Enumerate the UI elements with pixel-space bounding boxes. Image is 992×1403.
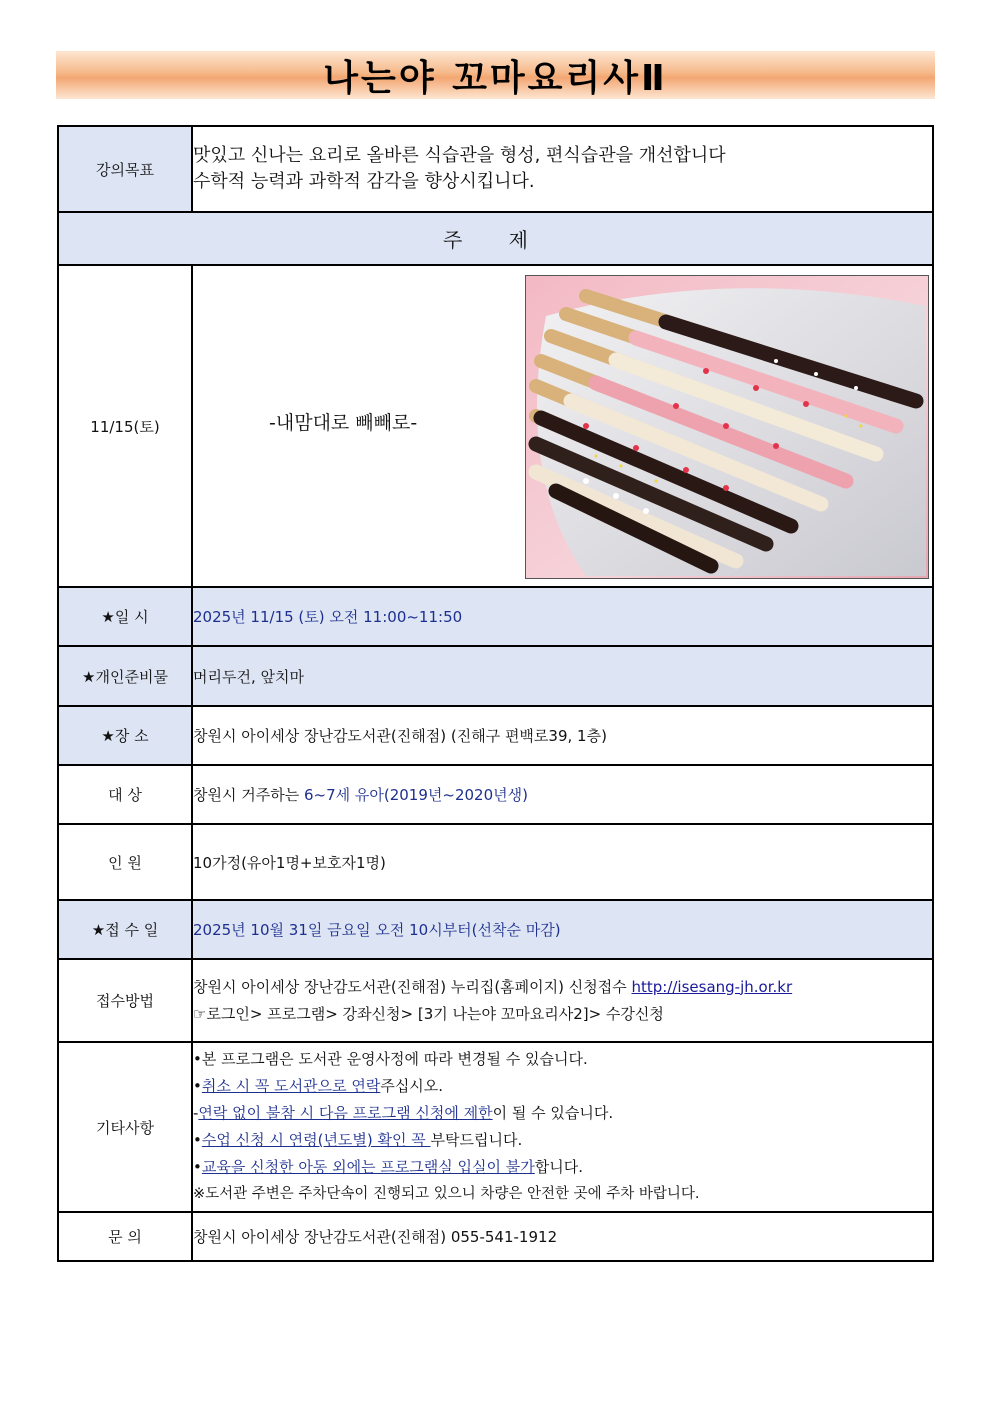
goal-value — [192, 126, 933, 212]
etc-line-2-underlined: 취소 시 꼭 도서관으로 연락 — [201, 1077, 381, 1095]
place-label: ★장 소 — [58, 706, 192, 765]
etc-line-5 — [193, 1154, 932, 1181]
etc-line-4 — [193, 1127, 932, 1154]
apply-method-value — [192, 959, 933, 1042]
goal-line-2: 수학적 능력과 과학적 감각을 향상시킵니다. — [193, 171, 535, 192]
contact-label: 문 의 — [58, 1212, 192, 1261]
etc-bullet: • — [193, 1131, 202, 1149]
target-label: 대 상 — [58, 765, 192, 824]
place-value: 창원시 아이세상 장난감도서관(진해점) (진해구 편백로39, 1층) — [192, 706, 933, 765]
etc-line-2 — [193, 1073, 932, 1100]
pepero-photo — [525, 275, 929, 579]
etc-line-4-rest: 부탁드립니다. — [430, 1131, 523, 1149]
etc-line-4-underlined: 수업 신청 시 연령(년도별) 확인 꼭 — [201, 1131, 431, 1149]
apply-method-row — [58, 959, 933, 1042]
goal-row — [58, 126, 933, 212]
schedule-row — [58, 587, 933, 646]
target-row — [58, 765, 933, 824]
program-info-table — [57, 125, 934, 1262]
topic-header-row — [58, 212, 933, 265]
apply-date-row — [58, 900, 933, 959]
etc-line-1: •본 프로그램은 도서관 운영사정에 따라 변경될 수 있습니다. — [193, 1050, 588, 1068]
etc-line-3-underlined: 연락 없이 불참 시 다음 프로그램 신청에 제한 — [198, 1104, 493, 1122]
supplies-label: ★개인준비물 — [58, 646, 192, 706]
apply-method-line-2: ☞로그인> 프로그램> 강좌신청> [3기 나는야 꼬마요리사2]> 수강신청 — [193, 1004, 664, 1023]
goal-label: 강의목표 — [58, 126, 192, 212]
page-title: 나는야 꼬마요리사Ⅱ — [323, 57, 668, 99]
topic-date: 11/15(토) — [58, 265, 192, 587]
menu-title: -내맘대로 빼빼로- — [269, 412, 418, 434]
schedule-label: ★일 시 — [58, 587, 192, 646]
contact-row — [58, 1212, 933, 1261]
etc-line-5-rest: 합니다. — [534, 1158, 584, 1176]
topic-row — [58, 265, 933, 587]
etc-value — [192, 1042, 933, 1212]
capacity-value: 10가정(유아1명+보호자1명) — [192, 824, 933, 900]
topic-content — [192, 265, 933, 587]
homepage-link[interactable]: http://isesang-jh.or.kr — [631, 977, 793, 996]
supplies-value: 머리두건, 앞치마 — [192, 646, 933, 706]
etc-row — [58, 1042, 933, 1212]
apply-method-label: 접수방법 — [58, 959, 192, 1042]
etc-line-6: ※도서관 주변은 주차단속이 진행되고 있으니 차량은 안전한 곳에 주차 바랍니다. — [193, 1186, 700, 1202]
apply-date-value: 2025년 10월 31일 금요일 오전 10시부터(선착순 마감) — [192, 900, 933, 959]
target-prefix: 창원시 거주하는 — [193, 786, 304, 804]
etc-label: 기타사항 — [58, 1042, 192, 1212]
etc-line-3-rest: 이 될 수 있습니다. — [492, 1104, 614, 1122]
etc-bullet: • — [193, 1158, 202, 1176]
place-row — [58, 706, 933, 765]
goal-line-1: 맛있고 신나는 요리로 올바른 식습관을 형성, 편식습관을 개선합니다 — [193, 145, 726, 166]
topic-header: 주 제 — [58, 212, 933, 265]
apply-method-line-1: 창원시 아이세상 장난감도서관(진해점) 누리집(홈페이지) 신청접수 — [193, 977, 632, 996]
capacity-row — [58, 824, 933, 900]
etc-line-2-rest: 주십시오. — [380, 1077, 444, 1095]
schedule-value: 2025년 11/15 (토) 오전 11:00~11:50 — [192, 587, 933, 646]
apply-date-label: ★접 수 일 — [58, 900, 192, 959]
etc-line-3 — [193, 1100, 932, 1127]
etc-line-5-underlined: 교육을 신청한 아동 외에는 프로그램실 입실이 불가 — [201, 1158, 535, 1176]
title-banner — [56, 51, 935, 99]
target-value — [192, 765, 933, 824]
supplies-row — [58, 646, 933, 706]
etc-bullet: • — [193, 1077, 202, 1095]
contact-value: 창원시 아이세상 장난감도서관(진해점) 055-541-1912 — [192, 1212, 933, 1261]
capacity-label: 인 원 — [58, 824, 192, 900]
pepero-illustration — [526, 276, 928, 578]
etc-dash: - — [193, 1104, 199, 1122]
target-highlight: 6~7세 유아(2019년~2020년생) — [303, 786, 528, 804]
